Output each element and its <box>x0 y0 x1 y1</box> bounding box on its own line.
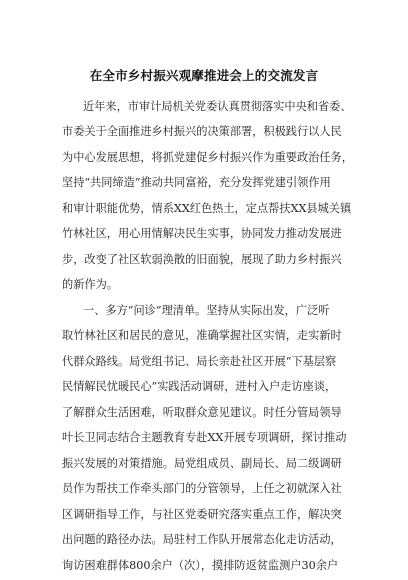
paragraph-line: 询访困难群体800余户（次），摸排防返贫监测户30余户 <box>62 559 339 572</box>
paragraph-line: 代群众路线。局党组书记、局长亲赴社区开展“下基层察 <box>62 355 337 368</box>
page-title: 在全市乡村振兴观摩推进会上的交流发言 <box>89 68 319 83</box>
paragraph-line: 取竹林社区和居民的意见，准确掌握社区实情，走实新时 <box>62 329 342 342</box>
paragraph-line: 区调研指导工作，与社区党委研究落实重点工作，解决突 <box>62 508 342 521</box>
paragraph-line: 民情解民忧暖民心”实践活动调研，进村入户走访座谈， <box>62 380 337 393</box>
paragraph-line: 市委关于全面推进乡村振兴的决策部署，积极践行以人民 <box>62 125 342 138</box>
paragraph-line: 近年来，市审计局机关党委认真贯彻落实中央和省委、 <box>83 100 352 113</box>
paragraph-line: 振兴发展的对策措施。局党组成员、副局长、局二级调研 <box>62 457 342 470</box>
paragraph-line: 步，改变了社区软弱涣散的旧面貌，展现了助力乡村振兴 <box>62 253 342 266</box>
paragraph-line: 的新作为。 <box>62 278 118 291</box>
paragraph-line: 了解群众生活困难，听取群众意见建议。时任分管局领导 <box>62 406 342 419</box>
paragraph-line: 叶长卫同志结合主题教育专赴XX开展专项调研，探讨推动 <box>62 431 347 444</box>
paragraph-line: 一、多方“问诊”理清单。坚持从实际出发，广泛听 <box>83 304 330 317</box>
paragraph-line: 员作为帮扶工作牵头部门的分管领导，上任之初就深入社 <box>62 482 342 495</box>
paragraph-line: 竹林社区，用心用情解决民生实事，协同发力推动发展进 <box>62 227 342 240</box>
paragraph-line: 和审计职能优势，情系XX红色热土，定点帮扶XX县城关镇 <box>62 202 352 215</box>
paragraph-line: 出问题的路径办法。局驻村工作队开展常态化走访活动， <box>62 533 342 546</box>
paragraph-line: 为中心发展思想，将抓党建促乡村振兴作为重要政治任务， <box>62 151 353 164</box>
paragraph-line: 坚持“共同缔造”推动共同富裕，充分发挥党建引领作用 <box>62 176 331 189</box>
